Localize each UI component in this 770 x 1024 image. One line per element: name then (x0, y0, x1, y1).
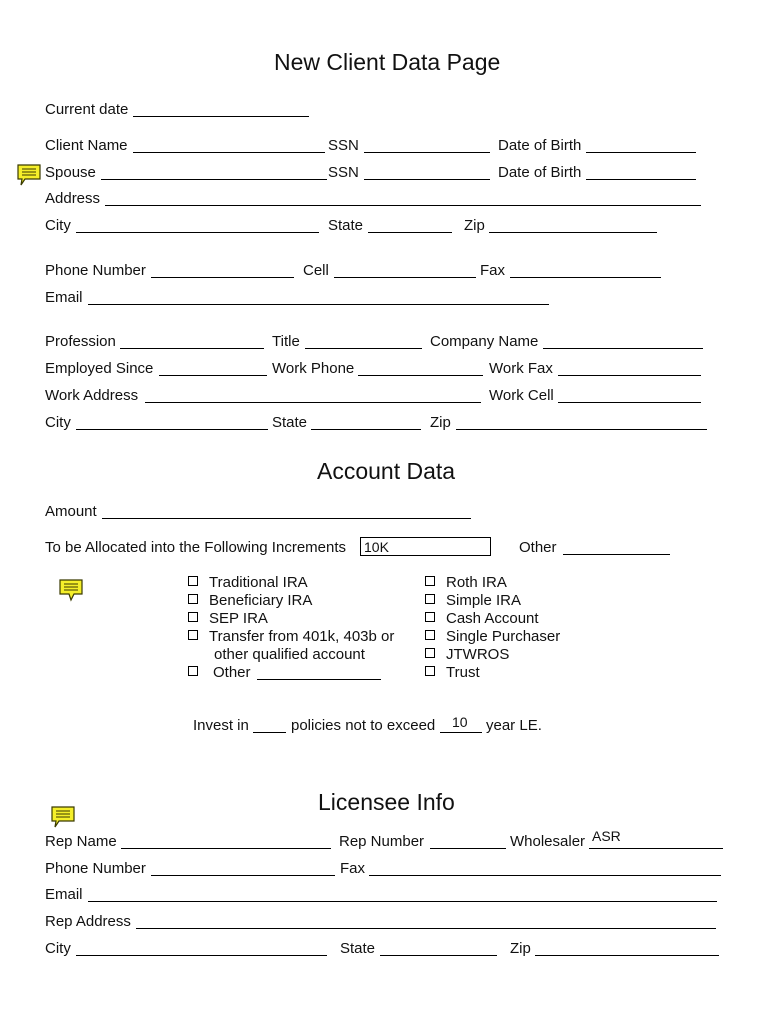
state-label: State (328, 217, 364, 234)
checkbox-trust[interactable] (425, 666, 435, 676)
checkbox-cash-account[interactable] (425, 612, 435, 622)
checkbox-beneficiary-ira[interactable] (188, 594, 198, 604)
licensee-city-label: City (45, 940, 71, 957)
zip-label: Zip (464, 217, 485, 234)
work-fax-label: Work Fax (489, 360, 553, 377)
city-field[interactable] (76, 232, 319, 233)
spouse-dob-label: Date of Birth (498, 164, 582, 181)
option-traditional-ira: Traditional IRA (209, 574, 308, 591)
work-zip-field[interactable] (456, 429, 707, 430)
option-other: Other (213, 664, 251, 681)
title-label: Title (272, 333, 300, 350)
client-name-label: Client Name (45, 137, 128, 154)
fax-label: Fax (480, 262, 506, 279)
allocated-other-label: Other (519, 539, 557, 556)
spouse-ssn-field[interactable] (364, 179, 490, 180)
option-transfer-cont: other qualified account (214, 646, 365, 663)
company-field[interactable] (543, 348, 703, 349)
invest-in-label: Invest in (193, 717, 249, 734)
work-zip-label: Zip (430, 414, 451, 431)
wholesaler-value: ASR (592, 828, 621, 844)
zip-field[interactable] (489, 232, 657, 233)
checkbox-sep-ira[interactable] (188, 612, 198, 622)
licensee-email-label: Email (45, 886, 83, 903)
profession-label: Profession (45, 333, 116, 350)
checkbox-jtwros[interactable] (425, 648, 435, 658)
comment-note-icon[interactable] (50, 805, 76, 829)
employed-since-field[interactable] (159, 375, 267, 376)
comment-note-icon[interactable] (58, 578, 84, 602)
work-city-label: City (45, 414, 71, 431)
spouse-ssn-label: SSN (328, 164, 359, 181)
spouse-field[interactable] (101, 179, 327, 180)
client-ssn-field[interactable] (364, 152, 490, 153)
option-single-purchaser: Single Purchaser (446, 628, 561, 645)
rep-number-label: Rep Number (339, 833, 425, 850)
increment-value: 10K (364, 539, 389, 555)
licensee-email-field[interactable] (88, 901, 717, 902)
rep-address-label: Rep Address (45, 913, 131, 930)
year-le-label: year LE. (486, 717, 542, 734)
client-dob-label: Date of Birth (498, 137, 582, 154)
option-cash-account: Cash Account (446, 610, 539, 627)
comment-note-icon[interactable] (16, 163, 42, 187)
cell-field[interactable] (334, 277, 476, 278)
option-transfer: Transfer from 401k, 403b or (209, 628, 395, 645)
wholesaler-field[interactable] (589, 848, 723, 849)
city-label: City (45, 217, 71, 234)
account-data-heading: Account Data (317, 458, 456, 484)
address-label: Address (45, 190, 101, 207)
checkbox-transfer[interactable] (188, 630, 198, 640)
client-name-field[interactable] (133, 152, 325, 153)
amount-field[interactable] (102, 518, 471, 519)
checkbox-traditional-ira[interactable] (188, 576, 198, 586)
licensee-state-label: State (340, 940, 376, 957)
current-date-label: Current date (45, 101, 129, 118)
email-label: Email (45, 289, 83, 306)
spouse-label: Spouse (45, 164, 96, 181)
current-date-field[interactable] (133, 116, 309, 117)
work-address-label: Work Address (45, 387, 139, 404)
policies-field[interactable] (440, 732, 482, 733)
licensee-fax-field[interactable] (369, 875, 721, 876)
client-dob-field[interactable] (586, 152, 696, 153)
cell-label: Cell (303, 262, 329, 279)
policies-label: policies not to exceed (291, 717, 436, 734)
allocated-other-field[interactable] (563, 554, 670, 555)
rep-name-field[interactable] (121, 848, 331, 849)
option-trust: Trust (446, 664, 480, 681)
licensee-zip-field[interactable] (535, 955, 719, 956)
employed-since-label: Employed Since (45, 360, 154, 377)
amount-label: Amount (45, 503, 97, 520)
spouse-dob-field[interactable] (586, 179, 696, 180)
licensee-phone-label: Phone Number (45, 860, 146, 877)
wholesaler-label: Wholesaler (510, 833, 586, 850)
client-ssn-label: SSN (328, 137, 359, 154)
licensee-zip-label: Zip (510, 940, 531, 957)
email-field[interactable] (88, 304, 549, 305)
work-phone-label: Work Phone (272, 360, 355, 377)
checkbox-single-purchaser[interactable] (425, 630, 435, 640)
rep-number-field[interactable] (430, 848, 506, 849)
title-field[interactable] (305, 348, 422, 349)
increment-input[interactable] (360, 537, 491, 556)
option-sep-ira: SEP IRA (209, 610, 268, 627)
state-field[interactable] (368, 232, 452, 233)
phone-label: Phone Number (45, 262, 146, 279)
rep-name-label: Rep Name (45, 833, 117, 850)
checkbox-roth-ira[interactable] (425, 576, 435, 586)
licensee-city-field[interactable] (76, 955, 327, 956)
work-city-field[interactable] (76, 429, 268, 430)
option-roth-ira: Roth IRA (446, 574, 507, 591)
checkbox-other[interactable] (188, 666, 198, 676)
licensee-state-field[interactable] (380, 955, 497, 956)
profession-field[interactable] (120, 348, 264, 349)
licensee-info-heading: Licensee Info (318, 789, 455, 815)
option-jtwros: JTWROS (446, 646, 510, 663)
checkbox-simple-ira[interactable] (425, 594, 435, 604)
policies-value: 10 (452, 714, 468, 730)
work-phone-field[interactable] (358, 375, 483, 376)
work-fax-field[interactable] (558, 375, 701, 376)
work-state-label: State (272, 414, 308, 431)
invest-in-field[interactable] (253, 732, 286, 733)
option-other-field[interactable] (257, 679, 381, 680)
rep-address-field[interactable] (136, 928, 716, 929)
page-title: New Client Data Page (274, 49, 501, 75)
phone-field[interactable] (151, 277, 294, 278)
option-simple-ira: Simple IRA (446, 592, 522, 609)
allocated-label: To be Allocated into the Following Increments (45, 539, 347, 556)
licensee-fax-label: Fax (340, 860, 366, 877)
company-label: Company Name (430, 333, 539, 350)
option-beneficiary-ira: Beneficiary IRA (209, 592, 313, 609)
work-cell-label: Work Cell (489, 387, 554, 404)
work-address-field[interactable] (145, 402, 481, 403)
work-state-field[interactable] (311, 429, 421, 430)
fax-field[interactable] (510, 277, 661, 278)
work-cell-field[interactable] (558, 402, 701, 403)
address-field[interactable] (105, 205, 701, 206)
licensee-phone-field[interactable] (151, 875, 335, 876)
